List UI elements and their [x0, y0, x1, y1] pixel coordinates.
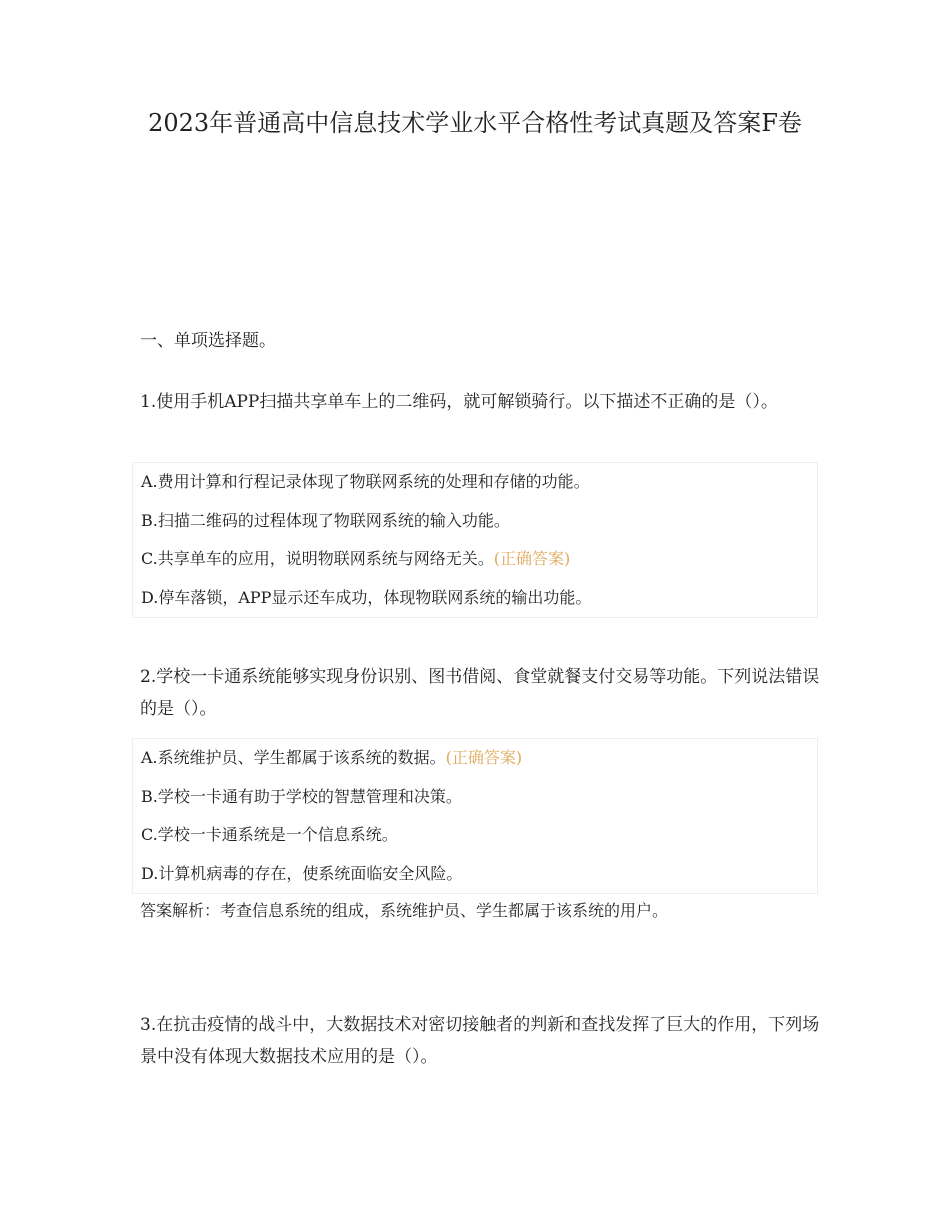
question-2-option-d[interactable]	[133, 855, 817, 894]
question-1-option-d[interactable]	[133, 579, 817, 618]
document-title: 2023年普通高中信息技术学业水平合格性考试真题及答案F卷	[148, 109, 802, 137]
question-2-analysis: 答案解析：考查信息系统的组成，系统维护员、学生都属于该系统的用户。	[140, 901, 669, 920]
question-3-stem: 3.在抗击疫情的战斗中，大数据技术对密切接触者的判新和查找发挥了巨大的作用，下列场景中没有体现大数据技术应用的是（）。	[140, 1015, 820, 1067]
section-heading: 一、单项选择题。	[140, 331, 276, 351]
question-1-options	[132, 462, 818, 618]
option-text: A.系统维护员、学生都属于该系统的数据。	[141, 748, 446, 767]
correct-answer-marker: (正确答案)	[493, 549, 571, 568]
option-text: C.共享单车的应用，说明物联网系统与网络无关。	[141, 549, 494, 568]
option-text: C.学校一卡通系统是一个信息系统。	[141, 825, 398, 844]
question-1-option-c[interactable]	[133, 540, 817, 579]
option-text: D.计算机病毒的存在，使系统面临安全风险。	[141, 863, 463, 883]
question-2-options	[132, 738, 818, 894]
question-1-option-b[interactable]	[133, 502, 817, 541]
question-2-option-c[interactable]	[133, 816, 817, 855]
option-text: A.费用计算和行程记录体现了物联网系统的处理和存储的功能。	[141, 472, 590, 491]
question-1-option-a[interactable]	[133, 463, 817, 502]
question-2-option-b[interactable]	[133, 778, 817, 817]
question-2-option-a[interactable]	[133, 739, 817, 778]
option-text: D.停车落锁，APP显示还车成功，体现物联网系统的输出功能。	[141, 587, 592, 607]
question-2-stem: 2.学校一卡通系统能够实现身份识别、图书借阅、食堂就餐支付交易等功能。下列说法错误的是（）。	[140, 667, 820, 719]
question-1-stem: 1.使用手机APP扫描共享单车上的二维码，就可解锁骑行。以下描述不正确的是（）。	[140, 392, 778, 412]
option-text: B.扫描二维码的过程体现了物联网系统的输入功能。	[141, 510, 510, 530]
option-text: B.学校一卡通有助于学校的智慧管理和决策。	[141, 786, 462, 806]
correct-answer-marker: (正确答案)	[445, 748, 523, 767]
